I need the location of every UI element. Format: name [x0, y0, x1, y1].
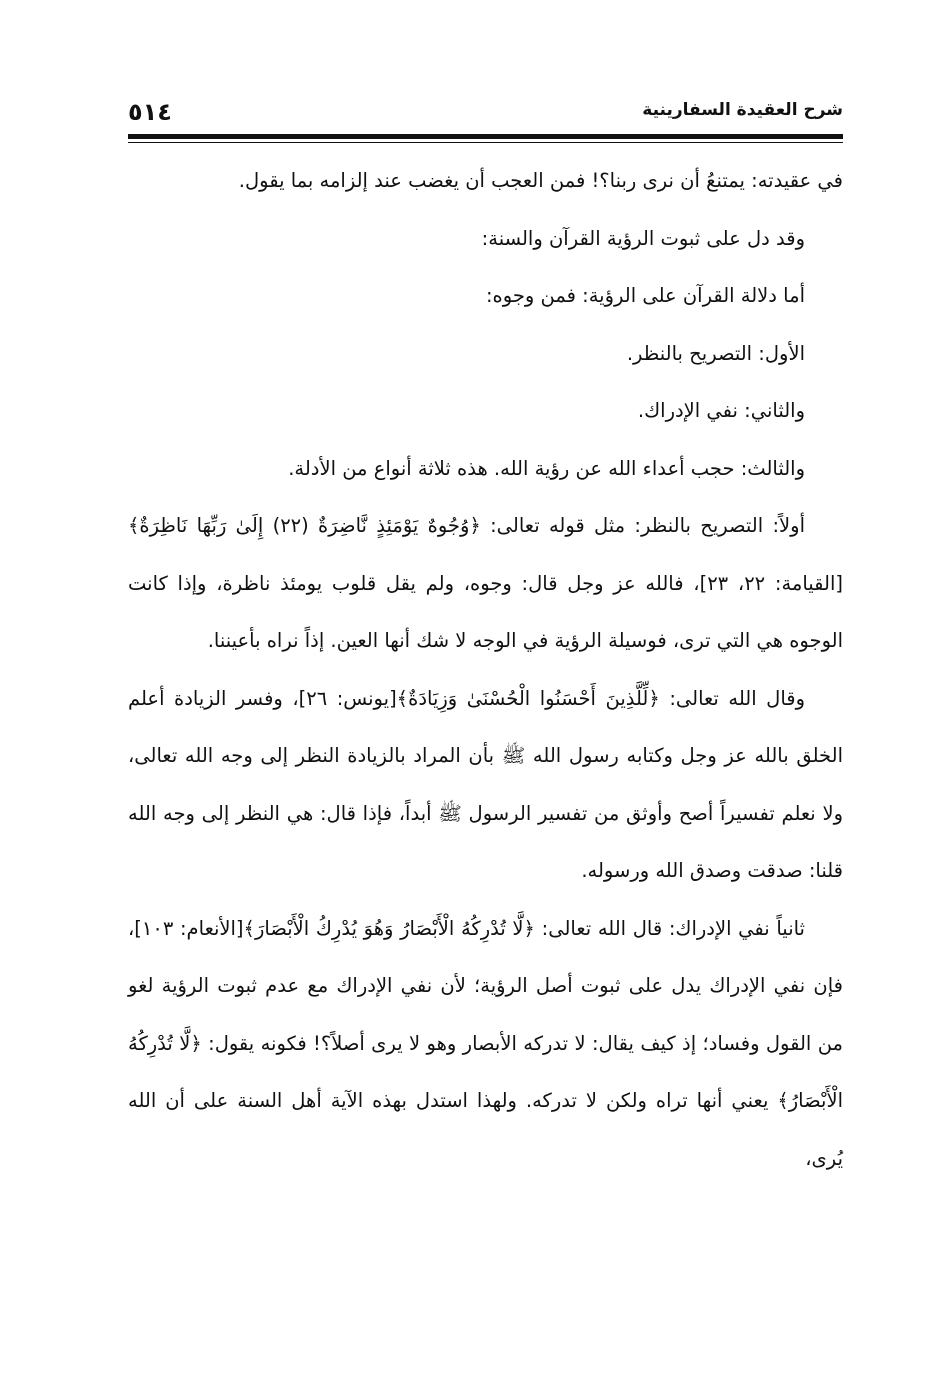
- body-text: [128, 152, 843, 1187]
- paragraph-3: أما دلالة القرآن على الرؤية: فمن وجوه:: [485, 284, 805, 307]
- page-header: [128, 98, 843, 134]
- paragraph-8: وقال الله تعالى: ﴿لِّلَّذِينَ أَحْسَنُوا الْحُسْنَىٰ وَزِيَادَةٌ﴾[يونس: ٢٦]، وفسر الزيادة أعلم الخلق بالله عز وجل وكتابه رسول الله ﷺ بأن المراد بالزيادة النظر إلى وجه الله تعالى، ولا نعلم تفسيراً أصح وأوثق من تفسير الرسول ﷺ أبداً، فإذا قال: هي النظر إلى وجه الله قلنا: صدقت وصدق الله ورسوله.: [128, 686, 843, 882]
- page-number: ٥١٤: [128, 98, 172, 126]
- paragraph-1: في عقيدته: يمتنعُ أن نرى ربنا؟! فمن العجب أن يغضب عند إلزامه بما يقول.: [238, 169, 843, 192]
- paragraph-4: الأول: التصريح بالنظر.: [626, 341, 805, 365]
- paragraph-9: ثانياً نفي الإدراك: قال الله تعالى: ﴿لَّا تُدْرِكُهُ الْأَبْصَارُ وَهُوَ يُدْرِكُ الْأَبْصَارَ﴾[الأنعام: ١٠٣]، فإن نفي الإدراك يدل على ثبوت أصل الرؤية؛ لأن نفي الإدراك مع عدم ثبوت الرؤية لغو من القول وفساد؛ إذ كيف يقال: لا تدركه الأبصار وهو لا يرى أصلاً؟! فكونه يقول: ﴿لَّا تُدْرِكُهُ الْأَبْصَارُ﴾ يعني أنها تراه ولكن لا تدركه. ولهذا استدل بهذه الآية أهل السنة على أن الله يُرى،: [128, 916, 843, 1170]
- book-title: شرح العقيدة السفارينية: [642, 100, 843, 120]
- header-rule-thin: [128, 142, 843, 143]
- paragraph-7: أولاً: التصريح بالنظر: مثل قوله تعالى: ﴿وُجُوهٌ يَوْمَئِذٍ نَّاضِرَةٌ (٢٢) إِلَىٰ رَبِّهَا نَاظِرَةٌ﴾[القيامة: ٢٢، ٢٣]، فالله عز وجل قال: وجوه، ولم يقل قلوب يومئذ ناظرة، وإذا كانت الوجوه هي التي ترى، فوسيلة الرؤية في الوجه لا شك أنها العين. إذاً نراه بأعيننا.: [128, 514, 844, 652]
- paragraph-5: والثاني: نفي الإدراك.: [637, 399, 805, 422]
- paragraph-6: والثالث: حجب أعداء الله عن رؤية الله. هذه ثلاثة أنواع من الأدلة.: [288, 456, 805, 480]
- paragraph-2: وقد دل على ثبوت الرؤية القرآن والسنة:: [481, 226, 805, 250]
- header-rule-thick: [128, 134, 843, 139]
